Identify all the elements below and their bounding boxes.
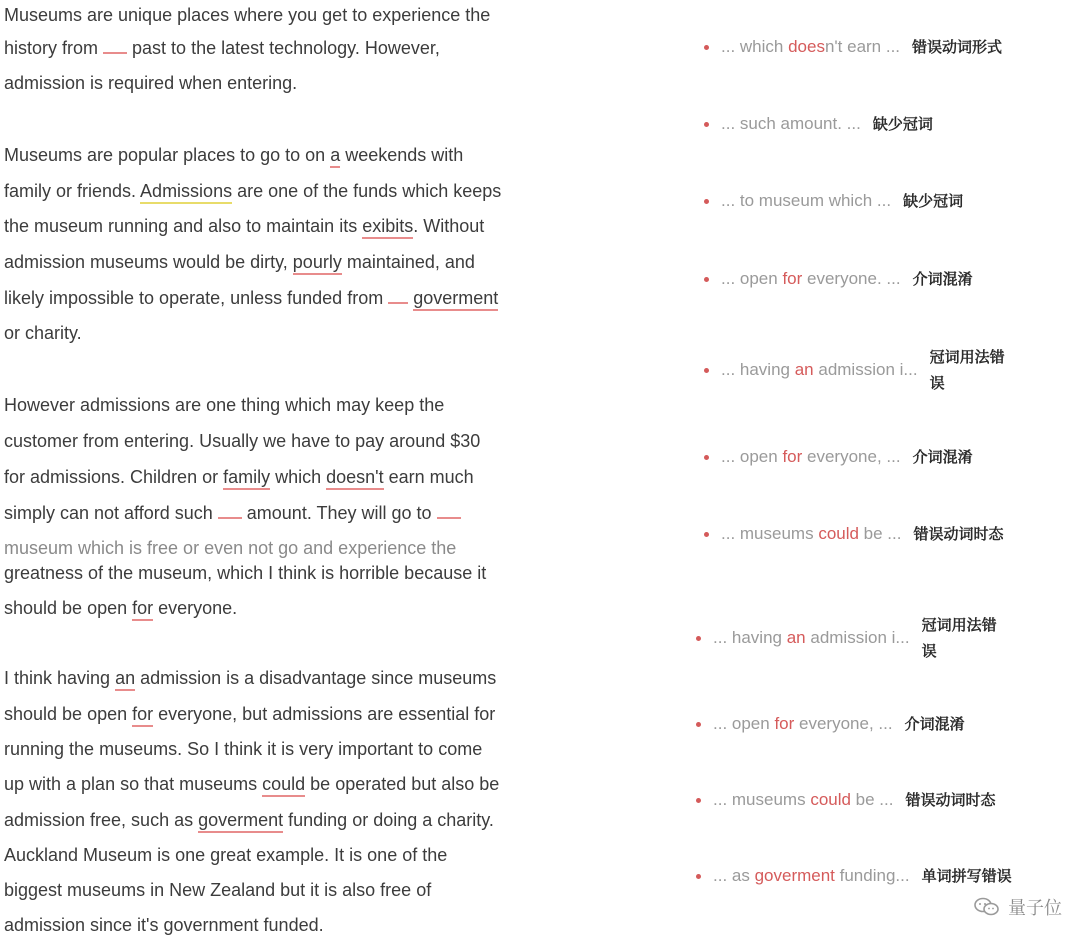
suggestion-snippet [721, 269, 901, 289]
flagged-word[interactable]: pourly [293, 252, 342, 275]
suggestion-item[interactable] [704, 33, 1002, 61]
essay-text: admission museums would be dirty, [4, 252, 293, 272]
watermark [974, 894, 1062, 920]
wechat-icon [974, 897, 1000, 917]
error-category: 错误动词时态 [913, 525, 1004, 543]
essay-text: or charity. [4, 323, 82, 343]
essay-text: are one of the funds which keeps [232, 181, 502, 201]
essay-text: everyone. [153, 598, 238, 618]
bullet-icon [696, 874, 701, 879]
flagged-word[interactable]: doesn't [326, 467, 383, 490]
watermark-text: 量子位 [1008, 898, 1062, 919]
flagged-word[interactable]: for [132, 598, 153, 621]
snippet-highlight: for [782, 269, 803, 288]
flagged-word[interactable]: exibits [362, 216, 413, 239]
essay-text: Museums are unique places where you get to experience the [4, 5, 491, 25]
bullet-icon [696, 798, 701, 803]
essay-line [4, 318, 82, 348]
suggestion-item[interactable] [696, 610, 1002, 666]
snippet-highlight: an [786, 628, 806, 647]
bullet-icon [704, 532, 709, 537]
essay-text: should be open [4, 598, 133, 618]
essay-line [4, 805, 494, 835]
essay-text: past to the latest technology. However, [127, 38, 440, 58]
snippet-highlight: for [782, 447, 803, 466]
error-category: 缺少冠词 [872, 115, 933, 133]
snippet-post: everyone. ... [802, 269, 901, 288]
essay-text: maintained, and [341, 252, 475, 272]
essay-text: greatness of the museum, which I think is horrible because it [4, 563, 487, 583]
essay-line [4, 840, 447, 870]
essay-text: everyone, but admissions are essential for [153, 704, 496, 724]
snippet-highlight: does [788, 37, 825, 56]
essay-line [4, 699, 495, 729]
bullet-icon [704, 122, 709, 127]
essay-text: Museums are popular places to go to on [4, 145, 331, 165]
suggestion-snippet [721, 37, 900, 57]
flagged-word[interactable]: goverment [198, 810, 283, 833]
error-category: 冠词用法错误 [929, 348, 1005, 392]
snippet-highlight: goverment [754, 866, 835, 885]
flagged-word[interactable]: Admissions [140, 181, 232, 204]
snippet-pre: ... having [721, 360, 795, 379]
essay-line [4, 283, 498, 313]
essay-text: Auckland Museum is one great example. It is one of the [4, 845, 448, 865]
essay-line [4, 769, 499, 799]
essay-line [4, 462, 474, 492]
snippet-highlight: could [818, 524, 859, 543]
essay-line [4, 390, 444, 420]
essay-line [4, 734, 482, 764]
snippet-highlight: an [794, 360, 814, 379]
essay-line [4, 211, 484, 241]
essay-text: up with a plan so that museums [4, 774, 263, 794]
suggestion-item[interactable] [704, 187, 963, 215]
essay-text: However admissions are one thing which may keep the [4, 395, 445, 415]
essay-text: earn much [383, 467, 474, 487]
error-category: 介词混淆 [912, 270, 973, 288]
essay-text: admission is a disadvantage since museums [135, 668, 497, 688]
snippet-post: everyone, ... [802, 447, 901, 466]
essay-line [4, 558, 486, 588]
snippet-pre: ... which [721, 37, 789, 56]
snippet-pre: ... museums [713, 790, 811, 809]
snippet-post: everyone, ... [794, 714, 893, 733]
essay-line [4, 33, 440, 63]
essay-text: likely impossible to operate, unless funded from [4, 288, 389, 308]
snippet-pre: ... open [721, 269, 783, 288]
essay-text: biggest museums in New Zealand but it is also free of [4, 880, 432, 900]
essay-line [4, 247, 475, 277]
essay-line [4, 0, 490, 30]
essay-text: which [270, 467, 327, 487]
suggestion-snippet [721, 447, 901, 467]
bullet-icon [704, 277, 709, 282]
essay-text: for admissions. Children or [4, 467, 224, 487]
essay-text: admission since it's government funded. [4, 915, 324, 935]
essay-line [4, 68, 297, 98]
error-category: 错误动词时态 [905, 791, 996, 809]
snippet-pre: ... open [721, 447, 783, 466]
suggestion-snippet [721, 114, 861, 134]
essay-line [4, 910, 324, 940]
flagged-word[interactable]: could [262, 774, 305, 797]
snippet-pre: ... as [713, 866, 755, 885]
suggestion-snippet [713, 866, 910, 886]
missing-word-marker[interactable] [388, 284, 408, 304]
suggestion-item[interactable] [704, 342, 1010, 398]
suggestion-item[interactable] [704, 443, 973, 471]
flagged-word[interactable]: for [132, 704, 153, 727]
essay-line [4, 498, 461, 528]
essay-line [4, 593, 237, 623]
bullet-icon [696, 722, 701, 727]
bullet-icon [704, 45, 709, 50]
error-category: 介词混淆 [904, 715, 965, 733]
essay-line [4, 140, 463, 170]
error-category: 单词拼写错误 [921, 867, 1012, 885]
suggestion-item[interactable] [696, 862, 1012, 890]
suggestion-item[interactable] [704, 110, 933, 138]
snippet-pre: ... museums [721, 524, 819, 543]
essay-text: family or friends. [4, 181, 141, 201]
suggestion-snippet [721, 524, 901, 544]
snippet-pre: ... open [713, 714, 775, 733]
essay-text: simply can not afford such [4, 503, 218, 523]
error-category: 介词混淆 [912, 448, 973, 466]
missing-word-marker[interactable] [437, 499, 461, 519]
essay-line [4, 875, 431, 905]
essay-text: admission free, such as [4, 810, 199, 830]
suggestion-item[interactable] [704, 520, 1004, 548]
essay-text: should be open [4, 704, 133, 724]
suggestion-snippet [713, 628, 910, 648]
essay-text: admission is required when entering. [4, 73, 298, 93]
snippet-post: funding... [834, 866, 910, 885]
snippet-post: be ... [850, 790, 894, 809]
essay-text: funding or doing a charity. [283, 810, 494, 830]
snippet-post: be ... [858, 524, 902, 543]
error-category: 错误动词形式 [912, 38, 1003, 56]
bullet-icon [696, 636, 701, 641]
error-category: 冠词用法错误 [921, 616, 997, 660]
essay-text: . Without [413, 216, 485, 236]
essay-text: running the museums. So I think it is very important to come [4, 739, 483, 759]
suggestion-list [690, 0, 1080, 940]
bullet-icon [704, 368, 709, 373]
snippet-pre: ... having [713, 628, 787, 647]
snippet-post: admission i... [805, 628, 910, 647]
suggestion-snippet [721, 360, 918, 380]
snippet-post: n't earn ... [824, 37, 901, 56]
snippet-highlight: could [810, 790, 851, 809]
essay-text: weekends with [340, 145, 464, 165]
missing-word-marker[interactable] [103, 34, 127, 54]
essay-text: history from [4, 38, 104, 58]
flagged-word[interactable]: family [223, 467, 270, 490]
essay-line [4, 663, 496, 693]
suggestion-snippet [713, 714, 893, 734]
snippet-pre: ... such amount. ... [721, 114, 861, 133]
snippet-highlight: for [774, 714, 795, 733]
suggestion-snippet [713, 790, 893, 810]
essay-text: I think having [4, 668, 116, 688]
flagged-word[interactable]: a [330, 145, 340, 168]
flagged-word[interactable]: goverment [413, 288, 498, 311]
essay-line [4, 426, 480, 456]
suggestion-snippet [721, 191, 891, 211]
essay-text: museum which is free or even not go and experience the [4, 538, 457, 558]
essay-text: be operated but also be [305, 774, 500, 794]
essay-text: customer from entering. Usually we have to pay around $30 [4, 431, 481, 451]
essay-line [4, 176, 501, 206]
snippet-pre: ... to museum which ... [721, 191, 892, 210]
essay-text: the museum running and also to maintain its [4, 216, 363, 236]
flagged-word[interactable]: an [115, 668, 135, 691]
bullet-icon [704, 455, 709, 460]
missing-word-marker[interactable] [218, 499, 242, 519]
snippet-post: admission i... [813, 360, 918, 379]
essay-text: amount. They will go to [241, 503, 437, 523]
suggestion-item[interactable] [704, 265, 973, 293]
bullet-icon [704, 199, 709, 204]
suggestion-item[interactable] [696, 786, 996, 814]
error-category: 缺少冠词 [903, 192, 964, 210]
suggestion-item[interactable] [696, 710, 965, 738]
